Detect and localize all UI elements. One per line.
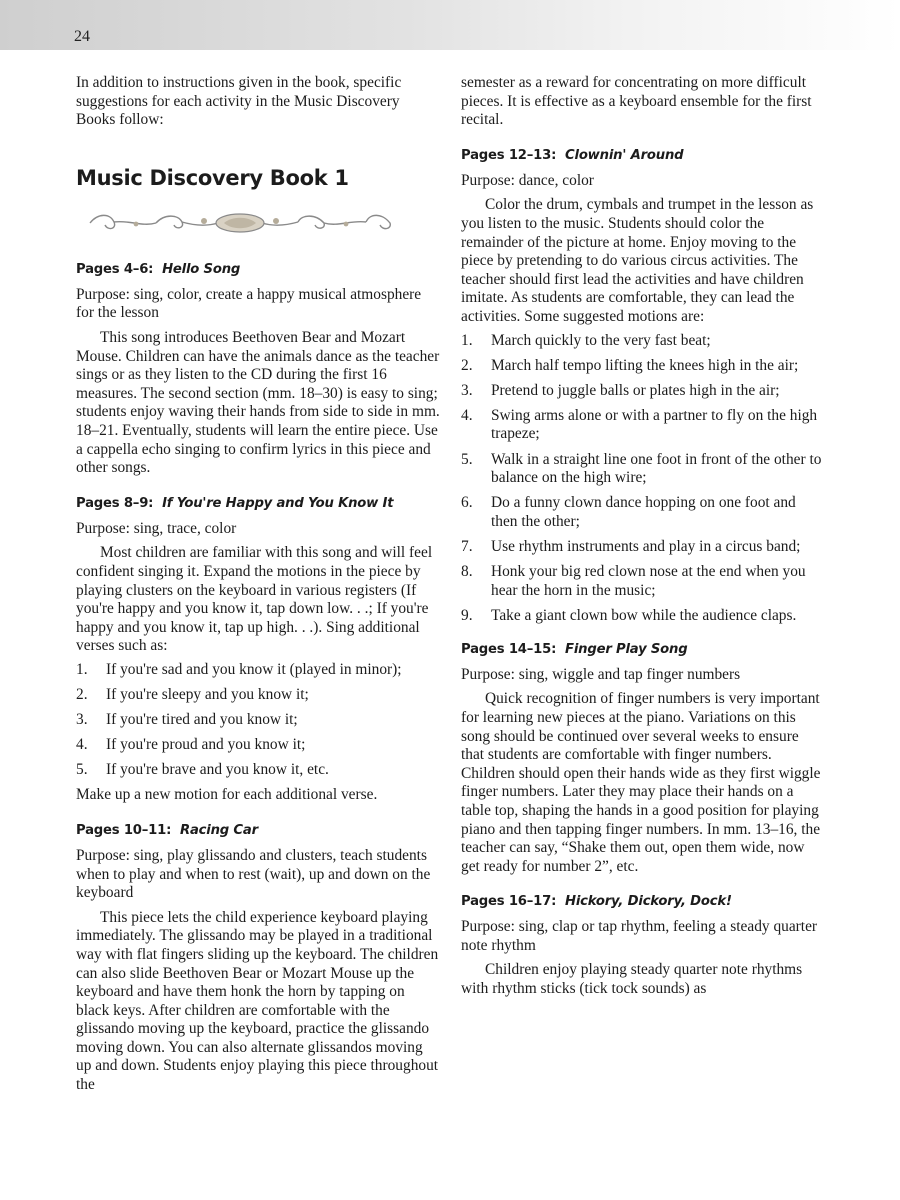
page-header-bar	[0, 0, 900, 50]
left-column	[76, 74, 440, 1095]
list-item: 8. Honk your big red clown nose at the end when you hear the horn in the music;	[461, 562, 806, 599]
body-paragraph: Quick recognition of finger numbers is very important for learning new pieces at the piano. Variations on this song should be continued over several weeks to ensure that students are comfortable with finger numbers. Children should open their hands wide as they first wiggle finger numbers. Later they may place their hands on a table top, shaping the hands in a good position for playing piano and then tapping finger numbers. In mm. 13–16, the teacher can say, “Shake them out, open them wide, now get ready for number 2”, etc.	[461, 690, 821, 875]
purpose-text: Purpose: sing, trace, color	[76, 519, 237, 537]
section-title: If You're Happy and You Know It	[162, 495, 394, 511]
page-number: 24	[74, 28, 90, 45]
body-paragraph: Most children are familiar with this song and will feel confident singing it. Expand the motions in the piece by playing clusters on the keyboard in various registers (If you're happy and you know it, tap down low. . .; If you're happy and you know it, tap up high. . .). Sing additional verses such as:	[76, 544, 433, 655]
section-pages: Pages 4–6:	[76, 261, 154, 277]
section-heading-hickory-dickory	[461, 894, 825, 909]
verse-list	[76, 661, 440, 780]
closing-line: Make up a new motion for each additional verse.	[76, 786, 378, 804]
list-item: 2. March half tempo lifting the knees high in the air;	[461, 356, 799, 374]
list-item: 5. If you're brave and you know it, etc.	[76, 761, 329, 779]
section-heading-clownin-around	[461, 148, 825, 163]
section-heading-racing-car	[76, 823, 440, 838]
section-pages: Pages 12–13:	[461, 147, 557, 163]
section-title: Racing Car	[180, 822, 258, 838]
body-paragraph: Children enjoy playing steady quarter note rhythms with rhythm sticks (tick tock sounds) as	[461, 961, 803, 998]
list-item: 7. Use rhythm instruments and play in a circus band;	[461, 537, 801, 555]
list-item: 3. Pretend to juggle balls or plates high in the air;	[461, 381, 780, 399]
body-paragraph: This piece lets the child experience keyboard playing immediately. The glissando may be played in a traditional way with flat fingers sliding up the keyboard. The children can also slide Beethoven Bear or Mozart Mouse up the keyboard and have them honk the horn by tapping on black keys. After children are comfortable with the glissando moving up the keyboard, practice the glissando moving down. You can also alternate glissandos moving up and down. Students enjoy playing this piece throughout the	[76, 908, 439, 1094]
motion-list	[461, 332, 825, 626]
section-pages: Pages 14–15:	[461, 641, 557, 657]
right-column	[461, 74, 825, 999]
section-heading-hello-song	[76, 262, 440, 277]
section-title: Finger Play Song	[565, 641, 688, 657]
section-pages: Pages 10–11:	[76, 822, 172, 838]
purpose-text: Purpose: sing, wiggle and tap finger numbers	[461, 665, 741, 683]
list-item: 3. If you're tired and you know it;	[76, 711, 298, 729]
list-item: 5. Walk in a straight line one foot in front of the other to balance on the high wire;	[461, 450, 822, 487]
section-pages: Pages 16–17:	[461, 894, 557, 910]
section-heading-happy	[76, 496, 440, 511]
purpose-text: Purpose: dance, color	[461, 171, 594, 189]
body-paragraph-continued: semester as a reward for concentrating on more difficult pieces. It is effective as a keyboard ensemble for the first recital.	[461, 74, 812, 129]
section-heading-finger-play	[461, 642, 825, 657]
list-item: 6. Do a funny clown dance hopping on one foot and then the other;	[461, 494, 796, 530]
list-item: 1. March quickly to the very fast beat;	[461, 331, 711, 349]
list-item: 1. If you're sad and you know it (played in minor);	[76, 660, 402, 678]
section-pages: Pages 8–9:	[76, 495, 154, 511]
body-paragraph: This song introduces Beethoven Bear and Mozart Mouse. Children can have the animals dance as the teacher sings or as they listen to the CD during the first 16 measures. The second section (mm. 18–30) is easy to sing; students enjoy waving their hands from side to side in mm. 18–21. Eventually, students will learn the entire piece. Use a cappella echo singing to confirm lyrics in this piece and other songs.	[76, 328, 440, 477]
section-title: Clownin' Around	[565, 147, 684, 163]
purpose-text: Purpose: sing, clap or tap rhythm, feeling a steady quarter note rhythm	[461, 918, 818, 954]
list-item: 2. If you're sleepy and you know it;	[76, 685, 309, 703]
section-title: Hickory, Dickory, Dock!	[565, 894, 732, 910]
body-paragraph: Color the drum, cymbals and trumpet in the lesson as you listen to the music. Students should color the remainder of the picture at home. Enjoy moving to the piece by pretending to do various circus activities. The teacher should first lead the activities and have children imitate. As students are comfortable, they can lead the activities. Some suggested motions are:	[461, 196, 814, 325]
intro-paragraph: In addition to instructions given in the book, specific suggestions for each activity in the Music Discovery Books follow:	[76, 74, 402, 129]
list-item: 4. If you're proud and you know it;	[76, 736, 306, 754]
purpose-text: Purpose: sing, play glissando and clusters, teach students when to play and when to rest (wait), up and down on the keyboard	[76, 846, 431, 902]
list-item: 9. Take a giant clown bow while the audience claps.	[461, 606, 797, 624]
book-title: Music Discovery Book 1	[76, 165, 349, 190]
section-title: Hello Song	[162, 261, 241, 277]
scroll-ornament-icon	[84, 210, 396, 236]
purpose-text: Purpose: sing, color, create a happy musical atmosphere for the lesson	[76, 285, 422, 322]
list-item: 4. Swing arms alone or with a partner to fly on the high trapeze;	[461, 406, 818, 443]
